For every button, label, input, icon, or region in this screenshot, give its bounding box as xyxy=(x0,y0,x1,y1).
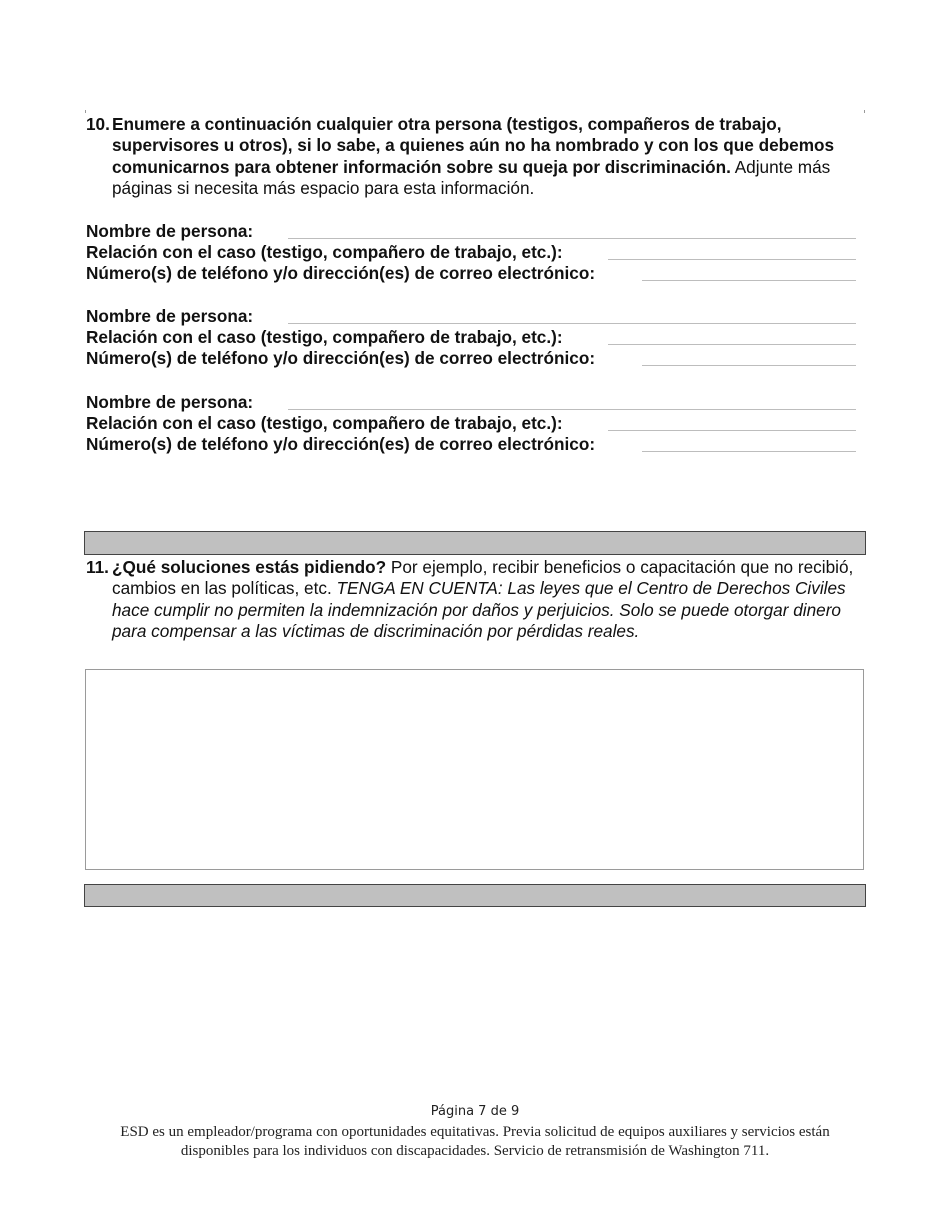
equal-opportunity-notice xyxy=(0,1123,950,1161)
person-3-name-row xyxy=(86,392,856,413)
person-2-relation-label: Relación con el caso (testigo, compañero de trabajo, etc.): xyxy=(86,327,563,347)
person-1-contact-row xyxy=(86,263,856,284)
person-3-contact-label: Número(s) de teléfono y/o dirección(es) de correo electrónico: xyxy=(86,434,596,454)
person-2-name-row xyxy=(86,306,856,327)
person-2-contact-label: Número(s) de teléfono y/o dirección(es) de correo electrónico: xyxy=(86,348,596,368)
person-1-name-row xyxy=(86,221,856,242)
person-3-name-label: Nombre de persona: xyxy=(86,392,254,412)
question-11-number: 11. xyxy=(86,557,109,577)
person-2-relation-field[interactable] xyxy=(608,344,856,345)
person-1-relation-label: Relación con el caso (testigo, compañero de trabajo, etc.): xyxy=(86,242,563,262)
question-10 xyxy=(86,114,858,199)
question-11-examples: Por ejemplo, recibir beneficios o capacitación que no recibió, cambios en las políticas, etc. xyxy=(112,557,854,599)
person-1-relation-row xyxy=(86,242,856,263)
person-3-contact-field[interactable] xyxy=(642,451,856,452)
question-10-number: 10. xyxy=(86,114,110,134)
person-3-name-field[interactable] xyxy=(288,409,856,410)
question-11 xyxy=(86,557,858,642)
corner-mark-right xyxy=(864,110,865,113)
person-2-name-field[interactable] xyxy=(288,323,856,324)
person-2-contact-field[interactable] xyxy=(642,365,856,366)
question-11-note: TENGA EN CUENTA: Las leyes que el Centro de Derechos Civiles hace cumplir no permiten la indemnización por daños y perjuicios. Solo se puede otorgar dinero para compensar a las víctimas de discriminación por pérdidas reales. xyxy=(112,578,846,641)
person-1-relation-field[interactable] xyxy=(608,259,856,260)
person-1-name-label: Nombre de persona: xyxy=(86,221,254,241)
section-footer-bar xyxy=(84,884,866,907)
person-3-relation-label: Relación con el caso (testigo, compañero de trabajo, etc.): xyxy=(86,413,563,433)
corner-mark-left xyxy=(85,110,86,113)
notice-line-2: disponibles para los individuos con discapacidades. Servicio de retransmisión de Washington 711. xyxy=(180,1143,770,1159)
question-10-bold-text: Enumere a continuación cualquier otra persona (testigos, compañeros de trabajo, supervisores u otros), si lo sabe, a quienes aún no ha nombrado y con los que debemos comunicarnos para obtener información sobre su queja por discriminación. xyxy=(112,114,835,177)
person-1-contact-label: Número(s) de teléfono y/o dirección(es) de correo electrónico: xyxy=(86,263,596,283)
person-3-relation-row xyxy=(86,413,856,434)
notice-line-1: ESD es un empleador/programa con oportunidades equitativas. Previa solicitud de equipos auxiliares y servicios están xyxy=(120,1124,830,1140)
question-11-bold-text: ¿Qué soluciones estás pidiendo? xyxy=(112,557,387,577)
page-number: Página 7 de 9 xyxy=(430,1104,520,1119)
person-2-relation-row xyxy=(86,327,856,348)
question-10-instruction: Adjunte más páginas si necesita más espacio para esta información. xyxy=(112,156,831,198)
person-3-relation-field[interactable] xyxy=(608,430,856,431)
remedies-answer-box[interactable] xyxy=(85,669,864,870)
person-3-contact-row xyxy=(86,434,856,455)
section-divider-bar xyxy=(84,531,866,555)
person-2-contact-row xyxy=(86,348,856,369)
person-1-name-field[interactable] xyxy=(288,238,856,239)
person-1-contact-field[interactable] xyxy=(642,280,856,281)
person-2-name-label: Nombre de persona: xyxy=(86,306,254,326)
